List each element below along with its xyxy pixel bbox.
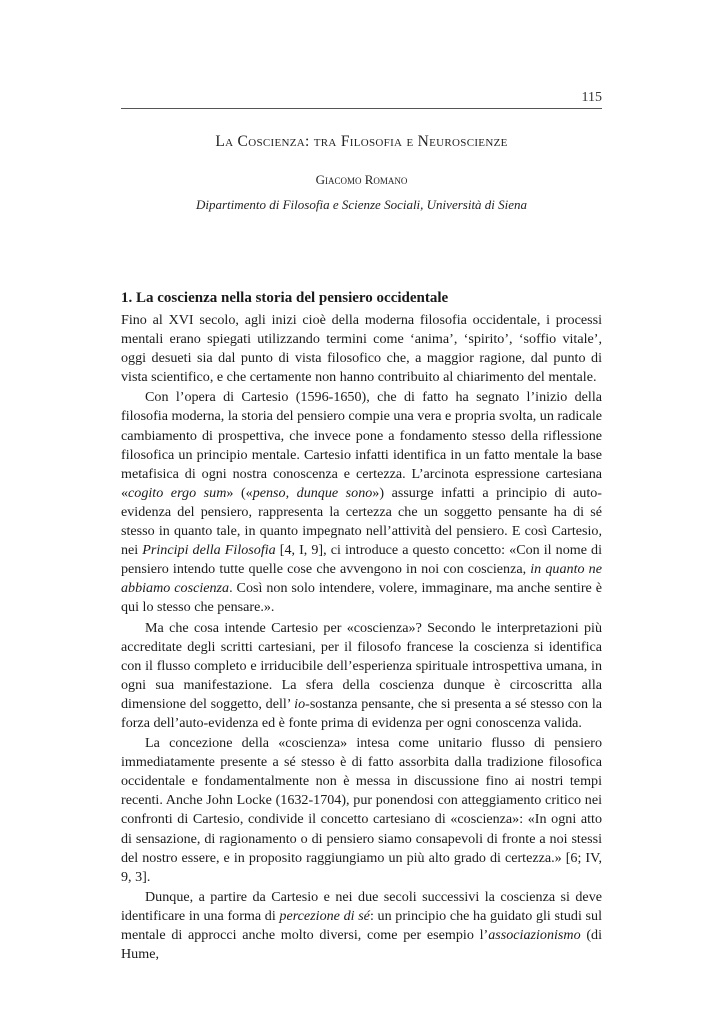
paragraph-text: Fino al XVI secolo, agli inizi cioè della moderna filosofia occidentale, i processi mentali erano spiegati utilizzando termini come ‘anima’, ‘spirito’, ‘soffio vitale’, oggi desueti sia dal punto di vista filosofico che, a maggior ragione, dal punto di vista scientifico, e che certamente non hanno contribuito al chiarimento del mentale. (121, 312, 602, 386)
paragraph-text: Ma che cosa intende Cartesio per «coscienza»? Secondo le interpretazioni più accreditate degli scritti cartesiani, per il filosofo francese la coscienza si identifica con il flusso completo e irriducibile dell’esperienza spirituale introspettiva umana, in ogni sua manifestazione. La sfera della coscienza dunque è circoscritta alla dimensione del soggetto, dell’ (121, 619, 602, 712)
paragraph-3 (121, 619, 602, 734)
section-heading: 1. La coscienza nella storia del pensiero occidentale (121, 290, 449, 306)
italic-phrase: in quanto ne abbiamo coscienza (121, 561, 602, 597)
article-author: Giacomo Romano (315, 172, 408, 187)
paragraph-5 (121, 888, 602, 964)
paragraph-text: La concezione della «coscienza» intesa come unitario flusso di pensiero immediatamente presente a sé stesso è di fatto assorbita dalla tradizione filosofica occidentale e fondamentalmente non è messa in discussione fino ai nostri tempi recenti. Anche John Locke (1632-1704), pur ponendosi con atteggiamento critico nei confronti di Cartesio, condivide il concetto cartesiano di «coscienza»: «In ogni atto di sensazione, di ragionamento o di pensiero siamo consapevoli di fronte a noi stessi del nostro essere, e in proposito raggiungiamo un più alto grado di certezza.» [6; IV, 9, 3]. (121, 735, 602, 885)
paragraph-2 (121, 388, 602, 617)
paragraph-text: -sostanza pensante, che si presenta a sé stesso con la forza dell’auto-evidenza ed è fonte prima di evidenza per ogni conoscenza valida. (121, 695, 602, 731)
page-number: 115 (581, 90, 602, 105)
paragraph-text: » (« (226, 484, 253, 501)
paragraph-text: Dunque, a partire da Cartesio e nei due secoli successivi la coscienza si deve identificare in una forma di (121, 888, 602, 924)
paragraph-text: ») assurge infatti a principio di auto-evidenza del pensiero, rappresenta la certezza che un soggetto pensante ha di sé stesso in quanto tale, in quanto impegnato nell’attività del pensiero. E così Cartesio, nei (121, 484, 602, 559)
paragraph-4 (121, 734, 602, 887)
paragraph-text: [4, I, 9], ci introduce a questo concetto: «Con il nome di pensiero intendo tutte quelle cose che avvengono in noi con coscienza, (121, 542, 602, 578)
paragraph-text: : un principio che ha guidato gli studi sul mentale di approcci anche molto diversi, come per esempio l’ (121, 907, 602, 943)
italic-phrase: associazionismo (488, 927, 581, 943)
body-text (121, 311, 602, 964)
author-affiliation: Dipartimento di Filosofia e Scienze Sociali, Università di Siena (195, 197, 528, 212)
article-title: La Coscienza: tra Filosofia e Neuroscienze (215, 133, 508, 150)
italic-phrase: Principi della Filosofia (142, 542, 276, 559)
italic-phrase: penso, dunque sono (252, 484, 373, 501)
paragraph-1 (121, 311, 602, 387)
paragraph-text: (di Hume, (121, 927, 602, 963)
italic-phrase: cogito ergo sum (128, 484, 227, 501)
header-rule (121, 108, 602, 109)
paragraph-text: Con l’opera di Cartesio (1596-1650), che di fatto ha segnato l’inizio della filosofia moderna, la storia del pensiero compie una vera e propria svolta, un radicale cambiamento di prospettiva, che invece pone a fondamento stesso della riflessione filosofica un principio mentale. Cartesio infatti identifica in un fatto mentale la base metafisica di ogni nostra conoscenza e certezza. L’arcinota espressione cartesiana « (121, 389, 602, 501)
italic-phrase: percezione di sé (279, 907, 370, 924)
italic-phrase: io (294, 695, 306, 712)
paragraph-text: . Così non solo intendere, volere, immaginare, ma anche sentire è qui lo stesso che pensare.». (121, 580, 602, 616)
